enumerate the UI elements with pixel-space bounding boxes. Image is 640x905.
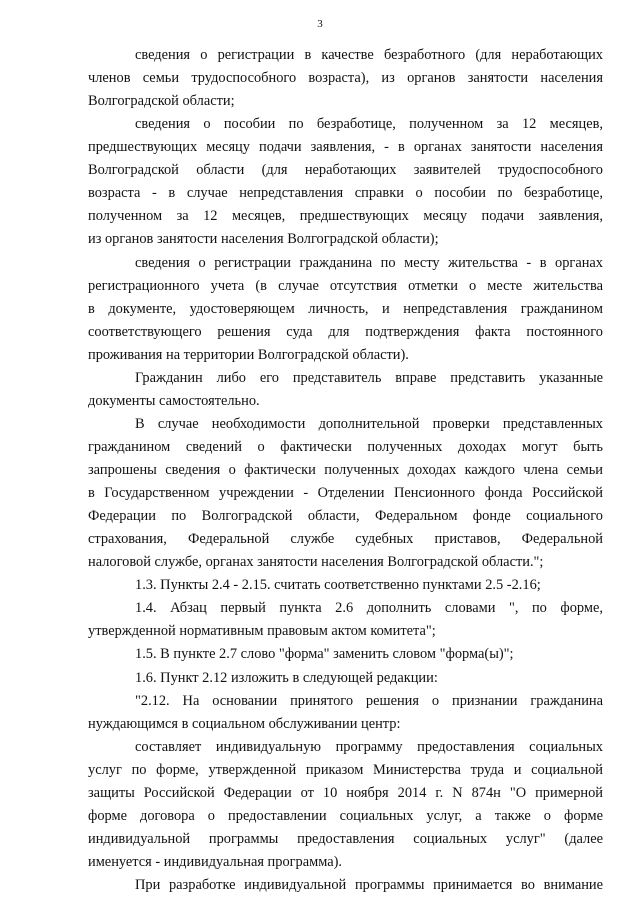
text-line: индивидуальной программы предоставления социальных услуг" (далее (88, 831, 603, 847)
text-line: форме договора о предоставлении социальных услуг, а также о форме (88, 808, 603, 824)
text-line: проживания на территории Волгоградской области). (88, 347, 409, 363)
text-line: полученном за 12 месяцев, предшествующих месяцу подачи заявления, (88, 208, 603, 224)
text-line: нуждающимся в социальном обслуживании центр: (88, 716, 401, 732)
text-line: услуг по форме, утвержденной приказом Министерства труда и социальной (88, 762, 603, 778)
text-line: гражданином сведений о фактически полученных доходах могут быть (88, 439, 603, 455)
text-line: составляет индивидуальную программу предоставления социальных (135, 739, 603, 755)
text-line: Волгоградской области; (88, 93, 235, 109)
text-line: регистрационного учета (в случае отсутствия отметки о месте жительства (88, 278, 603, 294)
page-number: 3 (317, 18, 323, 30)
text-line: в Государственном учреждении - Отделении Пенсионного фонда Российской (88, 485, 603, 501)
text-line: членов семьи трудоспособного возраста), из органов занятости населения (88, 70, 603, 86)
text-line: предшествующих месяцу подачи заявления, - в органах занятости населения (88, 139, 603, 155)
text-line: документы самостоятельно. (88, 393, 260, 409)
text-line: В случае необходимости дополнительной проверки представленных (135, 416, 603, 432)
text-line: запрошены сведения о фактически полученных доходах каждого члена семьи (88, 462, 603, 478)
text-line: сведения о регистрации гражданина по месту жительства - в органах (135, 255, 603, 271)
text-line: соответствующего решения суда для подтверждения факта постоянного (88, 324, 603, 340)
text-line: защиты Российской Федерации от 10 ноября 2014 г. N 874н "О примерной (88, 785, 603, 801)
text-line: Федерации по Волгоградской области, Федеральном фонде социального (88, 508, 603, 524)
text-line: 1.3. Пункты 2.4 - 2.15. считать соответственно пунктами 2.5 -2.16; (135, 577, 541, 593)
text-line: утвержденной нормативным правовым актом комитета"; (88, 623, 436, 639)
text-line: возраста - в случае непредставления справки о пособии по безработице, (88, 185, 603, 201)
text-line: налоговой службе, органах занятости населения Волгоградской области."; (88, 554, 544, 570)
text-line: сведения о пособии по безработице, полученном за 12 месяцев, (135, 116, 603, 132)
text-line: Гражданин либо его представитель вправе представить указанные (135, 370, 603, 386)
text-line: в документе, удостоверяющем личность, и непредставления гражданином (88, 301, 603, 317)
text-line: из органов занятости населения Волгоградской области); (88, 231, 439, 247)
text-line: 1.5. В пункте 2.7 слово "форма" заменить словом "форма(ы)"; (135, 646, 514, 662)
text-line: "2.12. На основании принятого решения о признании гражданина (135, 693, 603, 709)
text-line: именуется - индивидуальная программа). (88, 854, 343, 870)
text-line: При разработке индивидуальной программы принимается во внимание (135, 877, 603, 893)
text-line: страхования, Федеральной службе судебных приставов, Федеральной (88, 531, 603, 547)
text-line: 1.4. Абзац первый пункта 2.6 дополнить словами ", по форме, (135, 600, 603, 616)
text-line: сведения о регистрации в качестве безработного (для неработающих (135, 47, 603, 63)
text-line: Волгоградской области (для неработающих заявителей трудоспособного (88, 162, 603, 178)
text-line: 1.6. Пункт 2.12 изложить в следующей редакции: (135, 670, 438, 686)
